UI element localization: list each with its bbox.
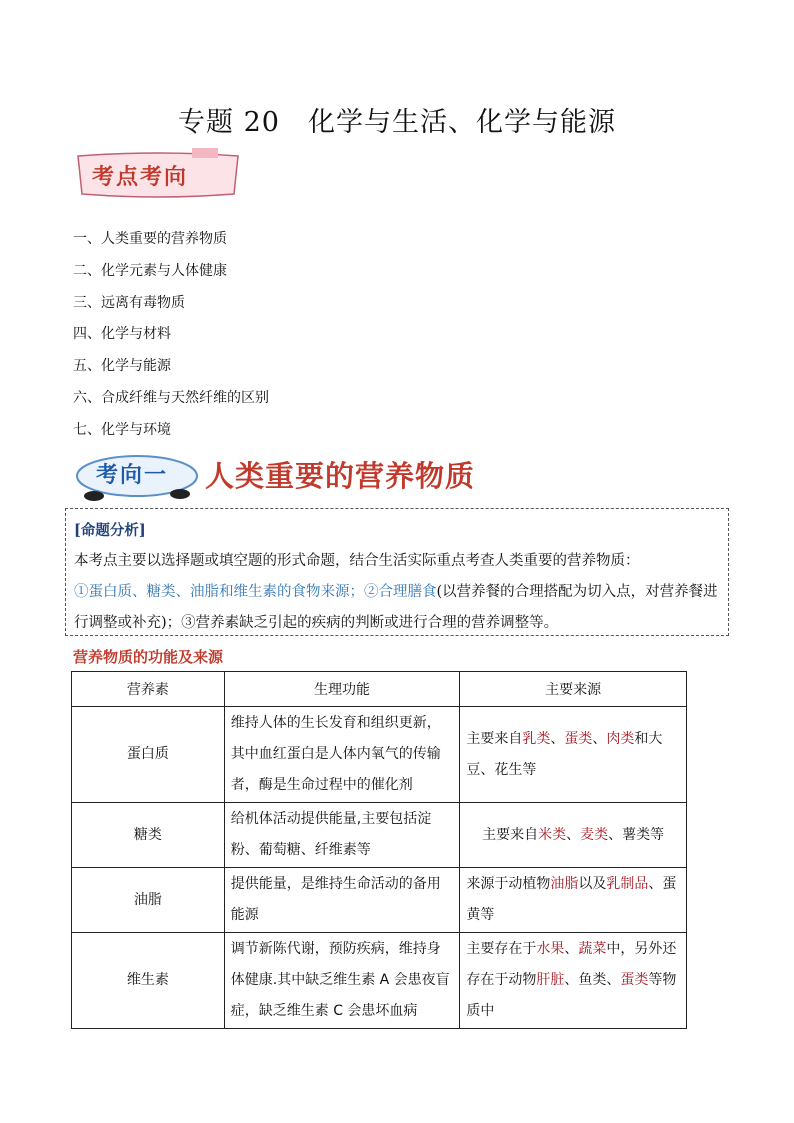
source-text: 、薯类等 xyxy=(608,826,665,843)
toc-list xyxy=(73,228,269,451)
source-text: 、 xyxy=(566,826,581,843)
nutrient-function: 调节新陈代谢，预防疾病，维持身体健康.其中缺乏维生素 A 会患夜盲症，缺乏维生素 C 会患坏血病 xyxy=(224,933,460,1029)
toc-item: 五、化学与能源 xyxy=(73,358,171,375)
source-highlight: 肉类 xyxy=(606,730,635,747)
analysis-part1: ①蛋白质、糖类、油脂和维生素的食物来源；②合理膳食 xyxy=(74,584,437,600)
source-text: 和大豆、花生等 xyxy=(466,730,663,778)
source-highlight: 水果 xyxy=(536,941,565,957)
nutrient-source xyxy=(460,803,687,868)
source-text: 等物质中 xyxy=(466,972,677,1019)
page-title: 专题 20 化学与生活、化学与能源 xyxy=(178,107,616,138)
nutrient-name: 维生素 xyxy=(72,933,225,1029)
section-badge-label: 考向一 xyxy=(96,463,169,488)
toc-item: 四、化学与材料 xyxy=(73,326,171,343)
badge-label: 考点考向 xyxy=(92,165,189,190)
toc-item: 三、远离有毒物质 xyxy=(73,294,185,311)
source-highlight: 油脂 xyxy=(550,876,579,892)
source-highlight: 肝脏 xyxy=(536,972,565,988)
source-text: 、 xyxy=(550,730,565,747)
analysis-line1: 本考点主要以选择题或填空题的形式命题，结合生活实际重点考查人类重要的营养物质： xyxy=(74,553,640,569)
nutrient-source xyxy=(460,707,687,803)
nutrient-function: 给机体活动提供能量,主要包括淀粉、葡萄糖、纤维素等 xyxy=(224,803,460,868)
source-text: 、 xyxy=(564,941,579,957)
analysis-text xyxy=(74,546,720,639)
nutrient-function: 维持人体的生长发育和组织更新，其中血红蛋白是人体内氧气的传输者，酶是生命过程中的催化剂 xyxy=(224,707,460,803)
analysis-heading: [命题分析] xyxy=(74,522,146,539)
column-header: 生理功能 xyxy=(224,672,460,707)
analysis-box xyxy=(65,508,729,636)
source-text: 主要来自 xyxy=(466,730,523,747)
table-row xyxy=(72,707,687,803)
toc-item: 一、人类重要的营养物质 xyxy=(73,231,227,247)
table-row xyxy=(72,868,687,933)
source-highlight: 蛋类 xyxy=(620,972,649,988)
source-highlight: 乳类 xyxy=(522,730,551,747)
nutrient-source xyxy=(460,933,687,1029)
source-text: 以及 xyxy=(578,876,607,892)
source-text: 、 xyxy=(592,730,607,747)
nutrient-name: 糖类 xyxy=(72,803,225,868)
nutrient-name: 油脂 xyxy=(72,868,225,933)
table-row xyxy=(72,803,687,868)
nutrient-function: 提供能量，是维持生命活动的备用能源 xyxy=(224,868,460,933)
source-text: 、鱼类、 xyxy=(564,972,621,988)
table-row xyxy=(72,933,687,1029)
source-highlight: 米类 xyxy=(538,826,567,843)
source-text: 来源于动植物 xyxy=(466,876,551,892)
nutrient-name: 蛋白质 xyxy=(72,707,225,803)
nutrient-table xyxy=(71,671,687,1029)
toc-item: 六、合成纤维与天然纤维的区别 xyxy=(73,389,269,406)
source-highlight: 乳制品 xyxy=(606,876,649,892)
section-title: 人类重要的营养物质 xyxy=(205,459,476,493)
nutrient-source xyxy=(460,868,687,933)
analysis-part2: (以营养餐的合理搭配为切入点，对营养餐进行调整或补充)；③营养素缺乏引起的疾病的判断或进行合理的营养调整等。 xyxy=(74,584,718,631)
column-header: 主要来源 xyxy=(460,672,687,707)
source-text: 中，另外还存在于动物 xyxy=(466,941,677,988)
source-highlight: 蛋类 xyxy=(564,730,593,747)
table-title: 营养物质的功能及来源 xyxy=(73,648,224,666)
source-text: 主要存在于 xyxy=(466,941,537,957)
source-highlight: 蔬菜 xyxy=(578,941,607,957)
source-highlight: 麦类 xyxy=(580,826,609,843)
table-header-row xyxy=(72,672,687,707)
source-text: 、蛋黄等 xyxy=(466,876,677,923)
toc-item: 七、化学与环境 xyxy=(73,421,171,438)
toc-item: 二、化学元素与人体健康 xyxy=(73,262,227,279)
source-text: 主要来自 xyxy=(482,826,539,843)
column-header: 营养素 xyxy=(72,672,225,707)
